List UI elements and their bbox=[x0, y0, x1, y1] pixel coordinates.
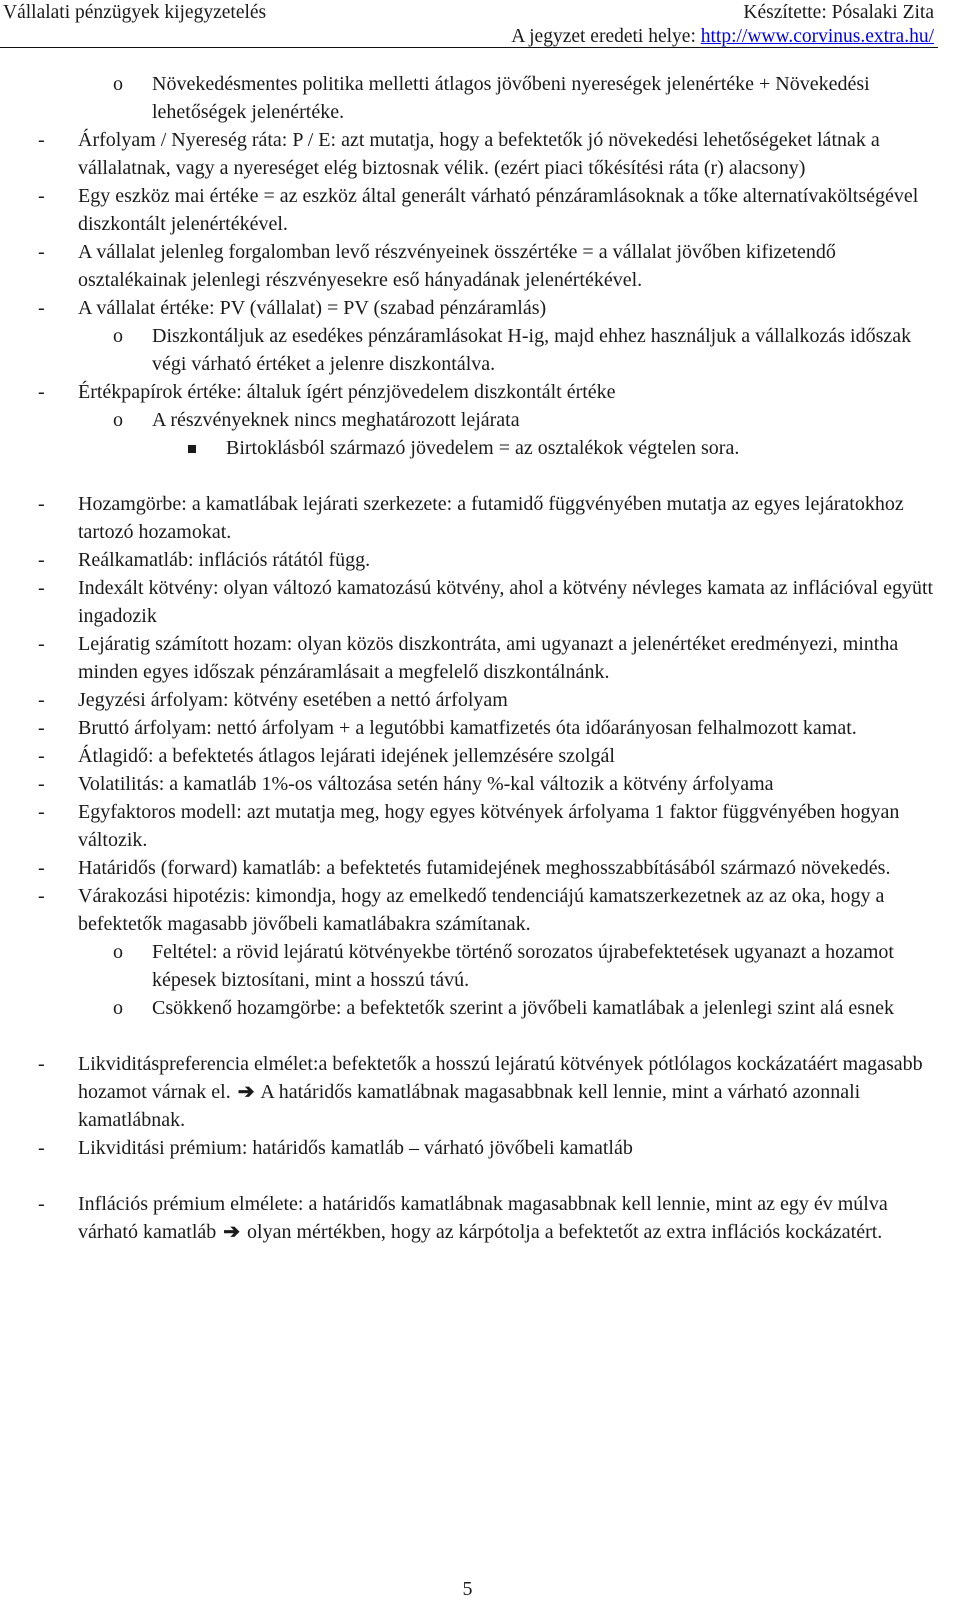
item-text: Birtoklásból származó jövedelem = az osztalékok végtelen sora. bbox=[226, 437, 740, 459]
item-text: Indexált kötvény: olyan változó kamatozású kötvény, ahol a kötvény névleges kamata az inflációval együtt ingadozik bbox=[78, 577, 934, 627]
item-text: A vállalat értéke: PV (vállalat) = PV (szabad pénzáramlás) bbox=[78, 297, 547, 319]
item-text: Átlagidő: a befektetés átlagos lejárati idejének jellemzésére szolgál bbox=[78, 745, 615, 767]
item-text: olyan mértékben, hogy az kárpótolja a befektetőt az extra inflációs kockázatért. bbox=[247, 1221, 883, 1243]
item-text: Csökkenő hozamgörbe: a befektetők szerint a jövőbeli kamatlábak a jelenlegi szint alá esnek bbox=[152, 997, 894, 1019]
dash-bullet: - bbox=[38, 773, 45, 795]
list-item bbox=[0, 770, 948, 798]
list-item bbox=[0, 322, 948, 378]
item-text: Értékpapírok értéke: általuk ígért pénzjövedelem diszkontált értéke bbox=[78, 381, 616, 403]
list-item bbox=[0, 742, 948, 770]
item-text: Jegyzési árfolyam: kötvény esetében a nettó árfolyam bbox=[78, 689, 508, 711]
item-text: Hozamgörbe: a kamatlábak lejárati szerkezete: a futamidő függvényében mutatja az egyes lejáratokhoz tartozó hozamokat. bbox=[78, 493, 904, 543]
square-bullet-icon bbox=[188, 445, 196, 453]
item-text: Likviditási prémium: határidős kamatláb – várható jövőbeli kamatláb bbox=[78, 1137, 633, 1159]
list-item bbox=[0, 938, 948, 994]
page-number: 5 bbox=[462, 1578, 473, 1600]
list-item bbox=[0, 294, 948, 322]
arrow-right-icon: ➔ bbox=[237, 1081, 255, 1103]
list-item bbox=[0, 994, 948, 1022]
source-link[interactable]: http://www.corvinus.extra.hu/ bbox=[700, 26, 934, 47]
dash-bullet: - bbox=[38, 241, 45, 263]
dash-bullet: - bbox=[38, 745, 45, 767]
list-item bbox=[0, 882, 948, 938]
item-text: Egy eszköz mai értéke = az eszköz által generált várható pénzáramlásoknak a tőke alternatívaköltségével diszkontált jelenértékével. bbox=[78, 185, 919, 235]
document-title: Vállalati pénzügyek kijegyzetelés bbox=[3, 2, 267, 23]
item-text: Növekedésmentes politika melletti átlagos jövőbeni nyereségek jelenértéke + Növekedési lehetőségek jelenértéke. bbox=[152, 73, 870, 123]
list-item bbox=[0, 378, 948, 406]
dash-bullet: - bbox=[38, 381, 45, 403]
spacer bbox=[0, 1162, 948, 1190]
list-item bbox=[0, 238, 948, 294]
item-text: Volatilitás: a kamatláb 1%-os változása setén hány %-kal változik a kötvény árfolyama bbox=[78, 773, 774, 795]
list-item bbox=[0, 714, 948, 742]
circle-bullet: o bbox=[113, 325, 123, 347]
dash-bullet: - bbox=[38, 633, 45, 655]
list-item bbox=[0, 574, 948, 630]
item-text: Várakozási hipotézis: kimondja, hogy az emelkedő tendenciájú kamatszerkezetnek az az oka, hogy a befektetők magasabb jövőbeli kamatlábakra számítanak. bbox=[78, 885, 885, 935]
list-item bbox=[0, 546, 948, 574]
circle-bullet: o bbox=[113, 941, 123, 963]
list-item bbox=[0, 1134, 948, 1162]
dash-bullet: - bbox=[38, 857, 45, 879]
list-item bbox=[0, 1190, 948, 1246]
item-text: Inflációs prémium elmélete: a határidős kamatlábnak magasabbnak kell lennie, mint az egy év múlva várható kamatláb bbox=[78, 1193, 888, 1243]
list-item bbox=[0, 490, 948, 546]
list-item bbox=[0, 406, 948, 434]
spacer bbox=[0, 1022, 948, 1050]
list-item bbox=[0, 630, 948, 686]
dash-bullet: - bbox=[38, 1053, 45, 1075]
header-divider bbox=[0, 47, 938, 48]
dash-bullet: - bbox=[38, 577, 45, 599]
item-text: Egyfaktoros modell: azt mutatja meg, hogy egyes kötvények árfolyama 1 faktor függvényében hogyan változik. bbox=[78, 801, 900, 851]
source-line bbox=[511, 26, 934, 48]
item-text: Diszkontáljuk az esedékes pénzáramlásokat H-ig, majd ehhez használjuk a vállalkozás időszak végi várható értéket a jelenre diszkontálva. bbox=[152, 325, 912, 375]
dash-bullet: - bbox=[38, 1193, 45, 1215]
arrow-right-icon: ➔ bbox=[223, 1221, 241, 1243]
dash-bullet: - bbox=[38, 549, 45, 571]
item-text: Árfolyam / Nyereség ráta: P / E: azt mutatja, hogy a befektetők jó növekedési lehetőségeket látnak a vállalatnak, vagy a nyereséget elég biztosnak vélik. (ezért piaci tőkésítési ráta (r) alacsony) bbox=[78, 129, 880, 179]
item-text: Reálkamatláb: inflációs rátától függ. bbox=[78, 549, 371, 571]
item-text: A határidős kamatlábnak magasabbnak kell lennie, mint a várható azonnali kamatlábnak. bbox=[78, 1081, 861, 1131]
circle-bullet: o bbox=[113, 409, 123, 431]
list-item bbox=[0, 1050, 948, 1134]
dash-bullet: - bbox=[38, 297, 45, 319]
list-item bbox=[0, 686, 948, 714]
item-text: A vállalat jelenleg forgalomban levő részvényeinek összértéke = a vállalat jövőben kifizetendő osztalékainak jelenlegi részvényesekre eső hányadának jelenértékével. bbox=[78, 241, 836, 291]
circle-bullet: o bbox=[113, 73, 123, 95]
dash-bullet: - bbox=[38, 1137, 45, 1159]
item-text: Likviditáspreferencia elmélet:a befektetők a hosszú lejáratú kötvények pótlólagos kockázatáért magasabb hozamot várnak el. bbox=[78, 1053, 923, 1103]
list-item bbox=[0, 70, 948, 126]
item-text: A részvényeknek nincs meghatározott lejárata bbox=[152, 409, 520, 431]
page-header bbox=[0, 0, 948, 50]
list-item bbox=[0, 434, 948, 462]
list-item bbox=[0, 798, 948, 854]
circle-bullet: o bbox=[113, 997, 123, 1019]
notes-body bbox=[0, 70, 948, 1246]
item-text: Határidős (forward) kamatláb: a befektetés futamidejének meghosszabbításából származó növekedés. bbox=[78, 857, 891, 879]
source-label: A jegyzet eredeti helye: bbox=[511, 26, 701, 47]
dash-bullet: - bbox=[38, 689, 45, 711]
list-item bbox=[0, 854, 948, 882]
spacer bbox=[0, 462, 948, 490]
dash-bullet: - bbox=[38, 717, 45, 739]
dash-bullet: - bbox=[38, 801, 45, 823]
dash-bullet: - bbox=[38, 885, 45, 907]
item-text: Feltétel: a rövid lejáratú kötvényekbe történő sorozatos újrabefektetések ugyanazt a hozamot képesek biztosítani, mint a hosszú távú. bbox=[152, 941, 894, 991]
dash-bullet: - bbox=[38, 493, 45, 515]
dash-bullet: - bbox=[38, 185, 45, 207]
item-text: Bruttó árfolyam: nettó árfolyam + a legutóbbi kamatfizetés óta időarányosan felhalmozott kamat. bbox=[78, 717, 857, 739]
author-credit: Készítette: Pósalaki Zita bbox=[743, 2, 934, 23]
list-item bbox=[0, 126, 948, 182]
list-item bbox=[0, 182, 948, 238]
item-text: Lejáratig számított hozam: olyan közös diszkontráta, ami ugyanazt a jelenértéket eredményezi, mintha minden egyes időszak pénzáramlásait a megfelelő diszkontálnánk. bbox=[78, 633, 899, 683]
dash-bullet: - bbox=[38, 129, 45, 151]
